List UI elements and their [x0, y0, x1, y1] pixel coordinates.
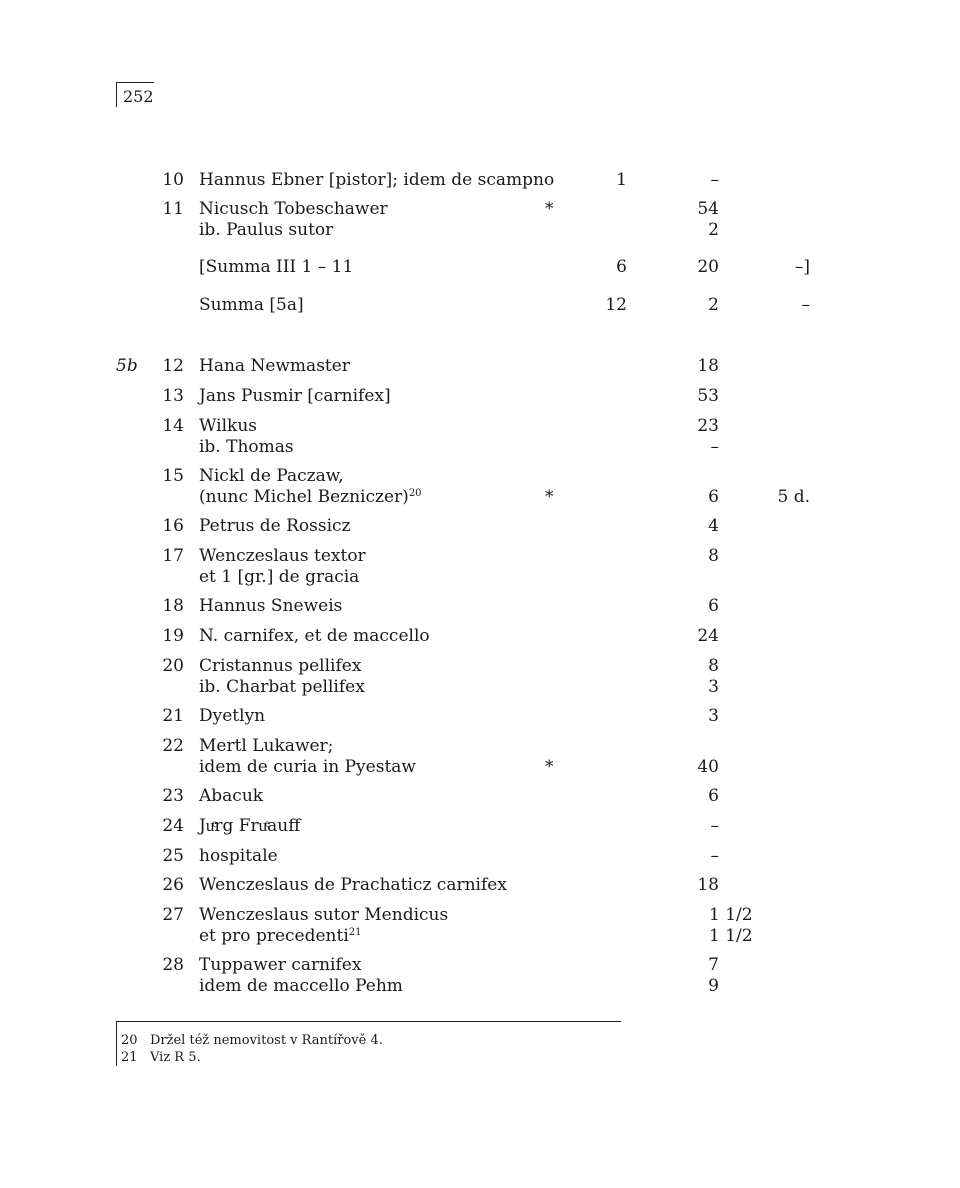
entry-number: 24 — [162, 816, 184, 836]
footnote-number: 20 — [121, 1033, 138, 1048]
entry-line — [0, 199, 960, 220]
footnote-ref: 21 — [348, 927, 362, 938]
value-col-2: 1 1/2 — [709, 926, 753, 946]
entry-name-text: Nicusch Tobeschawer — [199, 199, 388, 219]
value-col-2: – — [710, 816, 719, 836]
value-col-1: 1 — [616, 170, 627, 190]
footnote-ref: 20 — [408, 488, 422, 499]
entry-number: 13 — [162, 386, 184, 406]
entry-line — [0, 356, 960, 377]
entry-line — [0, 386, 960, 407]
entry-line — [0, 437, 960, 458]
value-col-2: 6 — [708, 487, 719, 507]
value-col-2: 8 — [708, 656, 719, 676]
entry-number: 21 — [162, 706, 184, 726]
entry-name — [199, 466, 344, 487]
footnote — [121, 1049, 621, 1066]
entry-name-text: Wenczeslaus de Prachaticz carnifex — [199, 875, 507, 895]
entry-name-text: Petrus de Rossicz — [199, 516, 351, 536]
entry-name-text: Dyetlyn — [199, 706, 266, 726]
value-col-2: 24 — [697, 626, 719, 646]
entry-number: 12 — [162, 356, 184, 376]
entry-number: 28 — [162, 955, 184, 975]
entry-name — [199, 596, 342, 617]
value-col-2: 6 — [708, 596, 719, 616]
entry-name-text: Wenczeslaus textor — [199, 546, 366, 566]
entry-number: 27 — [162, 905, 184, 925]
entry-line — [0, 706, 960, 727]
entry-name-text: (nunc Michel Bezniczer) — [199, 487, 409, 507]
entry-name — [199, 656, 361, 677]
entry-number: 20 — [162, 656, 184, 676]
footnote — [121, 1032, 621, 1049]
value-col-2: 3 — [708, 706, 719, 726]
value-col-1: 12 — [605, 295, 627, 315]
value-col-2: – — [710, 437, 719, 457]
entry-line — [0, 757, 960, 778]
entry-name-text: hospitale — [199, 846, 278, 866]
entry-name — [199, 706, 265, 727]
entry-name — [199, 736, 333, 757]
entry-name-text: idem de curia in Pyestaw — [199, 757, 416, 777]
entry-name — [199, 416, 257, 437]
entry-name — [199, 199, 388, 220]
entry-name — [199, 875, 507, 896]
value-col-2: 54 — [697, 199, 719, 219]
value-col-2: 7 — [708, 955, 719, 975]
entry-number: 10 — [162, 170, 184, 190]
entry-line — [0, 626, 960, 647]
entry-name-text: N. carnifex, et de maccello — [199, 626, 430, 646]
entry-number: 23 — [162, 786, 184, 806]
entry-line — [0, 220, 960, 241]
entry-line — [0, 596, 960, 617]
value-col-2: – — [710, 846, 719, 866]
entry-name — [199, 786, 263, 807]
value-col-3: 5 d. — [777, 487, 810, 507]
entry-name-text: ib. Charbat pellifex — [199, 677, 365, 697]
entry-name — [199, 257, 353, 278]
entry-name-text: idem de maccello Pehm — [199, 976, 403, 996]
entry-number: 19 — [162, 626, 184, 646]
footnotes — [116, 1021, 621, 1066]
entry-name — [199, 955, 361, 976]
entry-name-text: Abacuk — [199, 786, 264, 806]
entry-name-text: Cristannus pellifex — [199, 656, 362, 676]
footnote-text: Držel též nemovitost v Rantířově 4. — [150, 1033, 383, 1048]
entry-name — [199, 516, 351, 537]
entry-line — [0, 546, 960, 567]
entry-name-text: Mertl Lukawer; — [199, 736, 334, 756]
entry-number: 16 — [162, 516, 184, 536]
entry-line — [0, 786, 960, 807]
entry-name — [199, 220, 333, 241]
entry-line — [0, 976, 960, 997]
entry-name-text: Wenczeslaus sutor Mendicus — [199, 905, 449, 925]
entry-line — [0, 170, 960, 191]
value-col-2: 4 — [708, 516, 719, 536]
asterisk-mark: * — [545, 487, 554, 507]
value-col-2: – — [710, 170, 719, 190]
entry-line — [0, 516, 960, 537]
entry-number: 18 — [162, 596, 184, 616]
footnote-text: Viz R 5. — [150, 1050, 201, 1065]
entry-name-text: et 1 [gr.] de gracia — [199, 567, 360, 587]
folio-marker: 5b — [116, 356, 138, 376]
entry-line — [0, 875, 960, 896]
entry-name-text: ib. Paulus sutor — [199, 220, 334, 240]
value-col-3: –] — [794, 257, 810, 277]
entry-name — [199, 905, 448, 926]
entry-number: 11 — [162, 199, 184, 219]
entry-number: 22 — [162, 736, 184, 756]
entry-number: 14 — [162, 416, 184, 436]
entry-line — [0, 677, 960, 698]
entry-name-text: ib. Thomas — [199, 437, 294, 457]
value-col-2: 20 — [697, 257, 719, 277]
entry-number: 26 — [162, 875, 184, 895]
entry-name — [199, 626, 430, 647]
entry-name-text: Hannus Sneweis — [199, 596, 343, 616]
entry-line — [0, 487, 960, 508]
entry-line — [0, 736, 960, 757]
entry-name-text: Hana Newmaster — [199, 356, 350, 376]
entry-number: 17 — [162, 546, 184, 566]
entry-number: 25 — [162, 846, 184, 866]
entry-name — [199, 677, 365, 698]
entry-line — [0, 816, 960, 837]
entry-name-text: Hannus Ebner [pistor]; idem de scampno — [199, 170, 555, 190]
entry-name — [199, 846, 278, 867]
entry-name — [199, 386, 391, 407]
value-col-2: 2 — [708, 220, 719, 240]
entry-name-text: Summa [5a] — [199, 295, 304, 315]
entry-name — [199, 356, 350, 377]
value-col-2: 18 — [697, 875, 719, 895]
value-col-2: 6 — [708, 786, 719, 806]
entry-name-text: Juͤrg Fruͤauff — [199, 816, 301, 836]
value-col-2: 18 — [697, 356, 719, 376]
entry-line — [0, 905, 960, 926]
entry-name — [199, 816, 300, 837]
value-col-3: – — [801, 295, 810, 315]
page-number: 252 — [116, 82, 154, 107]
asterisk-mark: * — [545, 199, 554, 219]
value-col-2: 9 — [708, 976, 719, 996]
entry-line — [0, 416, 960, 437]
value-col-2: 2 — [708, 295, 719, 315]
value-col-2: 53 — [697, 386, 719, 406]
entry-name — [199, 170, 554, 191]
entry-line — [0, 295, 960, 316]
entry-name-text: [Summa III 1 – 11 — [199, 257, 354, 277]
value-col-2: 23 — [697, 416, 719, 436]
entry-line — [0, 567, 960, 588]
entry-name-text: Nickl de Paczaw, — [199, 466, 344, 486]
value-col-2: 8 — [708, 546, 719, 566]
entry-line — [0, 466, 960, 487]
entry-name — [199, 757, 416, 778]
entry-name — [199, 976, 403, 997]
entry-name — [199, 926, 362, 947]
entry-number: 15 — [162, 466, 184, 486]
entry-name — [199, 437, 294, 458]
footnote-number: 21 — [121, 1050, 138, 1065]
entry-name — [199, 567, 359, 588]
value-col-2: 1 1/2 — [709, 905, 753, 925]
entry-name — [199, 487, 422, 508]
entry-name-text: Jans Pusmir [carnifex] — [199, 386, 391, 406]
entry-line — [0, 955, 960, 976]
value-col-2: 40 — [697, 757, 719, 777]
entry-line — [0, 656, 960, 677]
entry-name — [199, 546, 366, 567]
value-col-2: 3 — [708, 677, 719, 697]
entry-line — [0, 846, 960, 867]
entry-name-text: Tuppawer carnifex — [199, 955, 362, 975]
entry-line — [0, 926, 960, 947]
asterisk-mark: * — [545, 757, 554, 777]
entry-line — [0, 257, 960, 278]
entry-name-text: Wilkus — [199, 416, 258, 436]
entry-name — [199, 295, 304, 316]
value-col-1: 6 — [616, 257, 627, 277]
entry-name-text: et pro precedenti — [199, 926, 349, 946]
